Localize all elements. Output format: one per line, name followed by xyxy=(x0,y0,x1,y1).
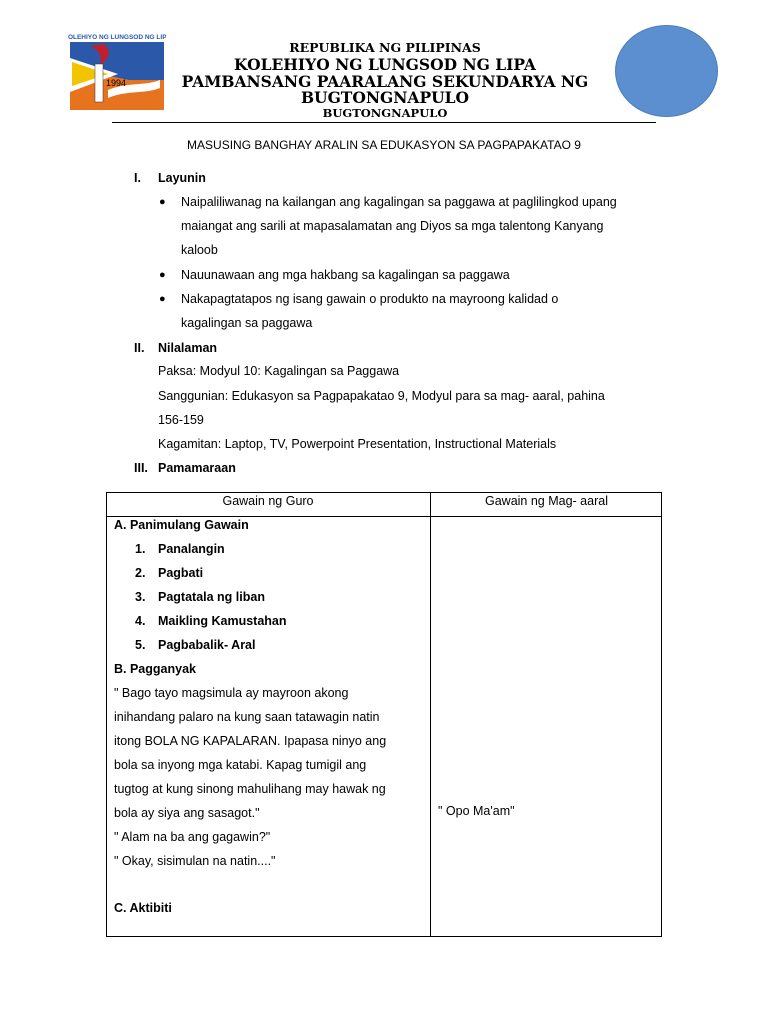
objective-line: kaloob xyxy=(181,243,218,257)
section-3-heading: Pamamaraan xyxy=(158,461,236,475)
table-header-student: Gawain ng Mag- aaral xyxy=(485,494,608,508)
motivation-line: " Bago tayo magsimula ay mayroon akong xyxy=(114,686,349,700)
header-line-republika: REPUBLIKA NG PILIPINAS xyxy=(289,40,481,55)
list-item: Maikling Kamustahan xyxy=(158,614,287,628)
motivation-line: itong BOLA NG KAPALARAN. Ipapasa ninyo ang xyxy=(114,734,387,748)
list-number: 2. xyxy=(135,566,146,580)
content-line: Paksa: Modyul 10: Kagalingan sa Paggawa xyxy=(158,364,400,378)
logo-year: 1994 xyxy=(105,78,127,88)
motivation-line: tugtog at kung sinong mahulihang may hawak ng xyxy=(114,782,386,796)
list-item: Pagbabalik- Aral xyxy=(158,638,256,652)
document-title: MASUSING BANGHAY ARALIN SA EDUKASYON SA PAGPAPAKATAO 9 xyxy=(187,138,581,152)
motivation-line: bola sa inyong mga katabi. Kapag tumigil ang xyxy=(114,758,367,772)
table-header-teacher: Gawain ng Guro xyxy=(222,494,314,508)
objective-line: maiangat ang sarili at mapasalamatan ang Diyos sa mga talentong Kanyang xyxy=(181,219,604,233)
motivation-line: " Alam na ba ang gagawin?" xyxy=(114,830,271,844)
objective-line: Naipaliliwanag na kailangan ang kagalingan sa paggawa at paglilingkod upang xyxy=(181,195,617,209)
list-number: 3. xyxy=(135,590,146,604)
section-1-heading: Layunin xyxy=(158,171,206,185)
motivation-line: bola ay siya ang sasagot." xyxy=(114,806,260,820)
objective-line: Nauunawaan ang mga hakbang sa kagalingan sa paggawa xyxy=(181,268,510,282)
content-line: 156-159 xyxy=(158,413,204,427)
logo-text: KOLEHIYO NG LUNGSOD NG LIPA xyxy=(68,34,166,41)
bullet-icon: ● xyxy=(159,269,166,281)
section-2-number: II. xyxy=(134,341,145,355)
section-1-number: I. xyxy=(134,171,141,185)
header-line-kolehiyo: KOLEHIYO NG LUNGSOD NG LIPA xyxy=(234,55,536,74)
objective-line: kagalingan sa paggawa xyxy=(181,316,313,330)
blue-circle-placeholder xyxy=(615,25,718,117)
list-item: Panalangin xyxy=(158,542,225,556)
part-a-heading: A. Panimulang Gawain xyxy=(114,518,249,532)
header-line-bugtongnapulo-small: BUGTONGNAPULO xyxy=(322,106,448,120)
header-line-paaralan: PAMBANSANG PAARALANG SEKUNDARYA NG xyxy=(181,72,589,91)
motivation-line: inihandang palaro na kung saan tatawagin natin xyxy=(114,710,380,724)
table-header-divider xyxy=(106,516,662,517)
list-item: Pagtatala ng liban xyxy=(158,590,265,604)
section-2-heading: Nilalaman xyxy=(158,341,218,355)
list-number: 5. xyxy=(135,638,146,652)
objective-line: Nakapagtatapos ng isang gawain o produkto na mayroong kalidad o xyxy=(181,292,559,306)
bullet-icon: ● xyxy=(159,196,166,208)
section-3-number: III. xyxy=(134,461,148,475)
header-line-bugtongnapulo: BUGTONGNAPULO xyxy=(300,88,470,107)
school-logo xyxy=(68,30,166,112)
table-column-divider xyxy=(430,492,431,937)
header-divider xyxy=(112,122,656,123)
content-line: Kagamitan: Laptop, TV, Powerpoint Presentation, Instructional Materials xyxy=(158,437,557,451)
list-number: 1. xyxy=(135,542,146,556)
motivation-line: " Okay, sisimulan na natin...." xyxy=(114,854,276,868)
content-line: Sanggunian: Edukasyon sa Pagpapakatao 9, Modyul para sa mag- aaral, pahina xyxy=(158,389,605,403)
part-b-heading: B. Pagganyak xyxy=(114,662,196,676)
list-item: Pagbati xyxy=(158,566,204,580)
student-reply: " Opo Ma'am" xyxy=(438,804,515,818)
list-number: 4. xyxy=(135,614,146,628)
bullet-icon: ● xyxy=(159,293,166,305)
part-c-heading: C. Aktibiti xyxy=(114,901,172,915)
